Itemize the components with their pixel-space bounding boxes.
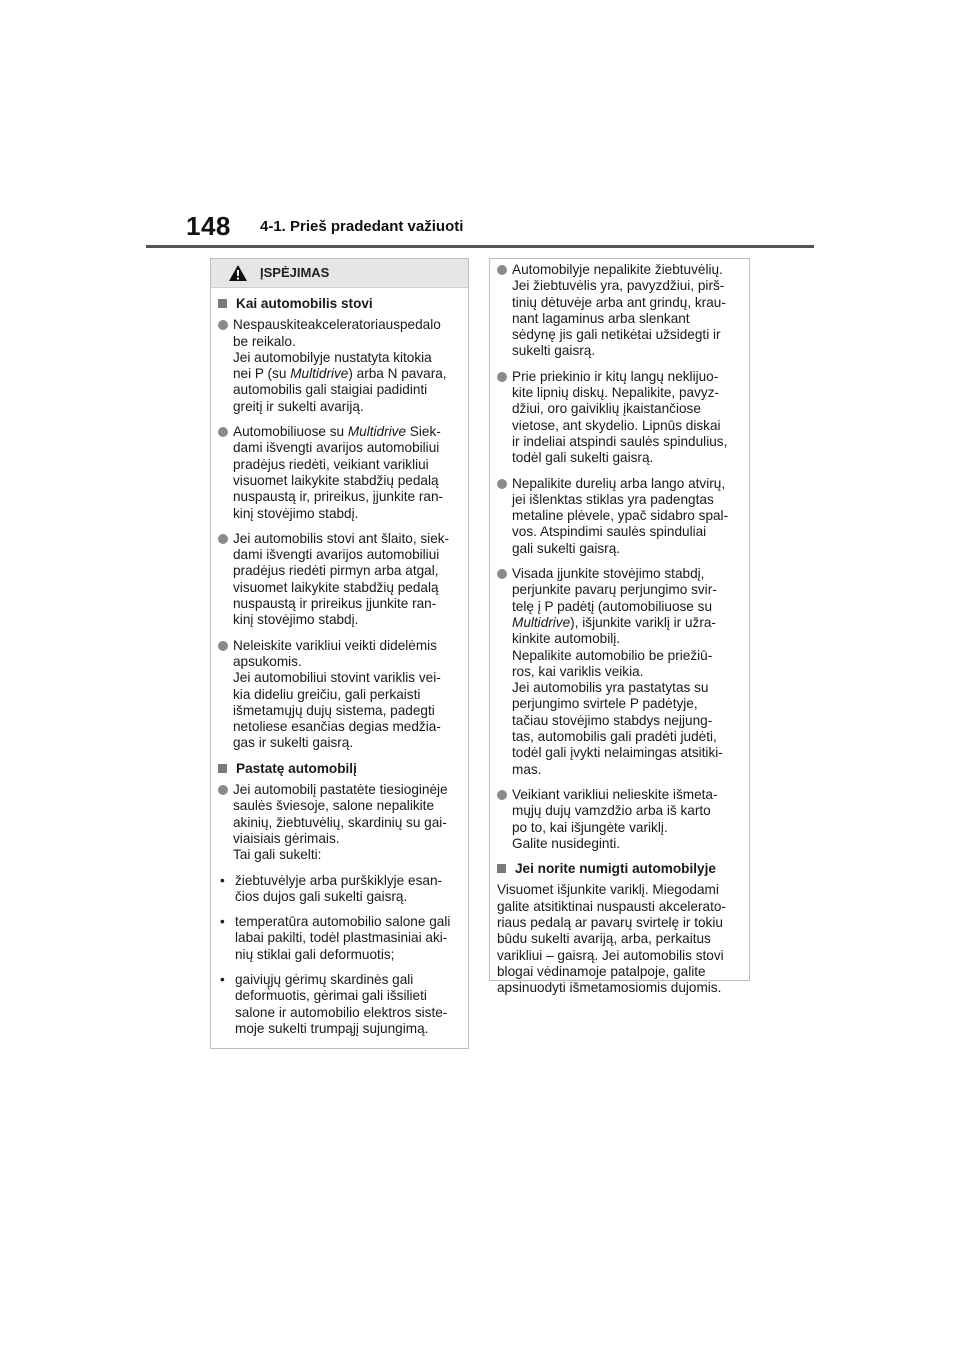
heading-parked [218, 296, 459, 312]
text-line: tinių dėtuvėje arba ant grindų, krau- [512, 294, 726, 310]
text-line: be reikalo. [233, 333, 296, 349]
text-line: Nepalikite automobilio be priežiū- [512, 647, 713, 663]
text-line: Prie priekinio ir kitų langų neklijuo- [512, 368, 719, 384]
text-line: jei išlenktas stiklas yra padengtas [512, 491, 714, 507]
text-line: netoliese esančias degias medžia- [233, 719, 441, 735]
round-bullet-icon [218, 534, 228, 544]
text-line: vos. Atspindimi saulės spinduliai [512, 524, 707, 540]
text-line: saulės šviesoje, salone nepalikite [233, 798, 435, 814]
text-line: visuomet laikykite stabdžių pedalą [233, 472, 439, 488]
section-title: 4-1. Prieš pradedant važiuoti [260, 218, 464, 235]
text-line: kinkite automobilį. [512, 631, 621, 647]
text-line: visuomet laikykite stabdžių pedalą [233, 579, 439, 595]
text-line: mas. [512, 761, 542, 777]
warning-body-left [211, 288, 468, 1054]
text-line: perjunkite pavarų perjungimo svir- [512, 582, 717, 598]
text-line: labai pakilti, todėl plastmasiniai aki- [235, 930, 448, 946]
round-bullet-icon [218, 785, 228, 795]
text-line: apsukomis. [233, 653, 302, 669]
text-line: mųjų dujų vamzdžio arba iš karto [512, 803, 711, 819]
bullet-glyph: • [220, 971, 225, 987]
text-line: todėl gali sukelti gaisrą. [512, 450, 654, 466]
list-item [497, 262, 740, 360]
text-line: dami išvengti avarijos automobiliui [233, 547, 440, 563]
text-line: blogai vėdinamoje patalpoje, galite [497, 963, 706, 979]
list-item [497, 566, 740, 778]
text-line: tačiau stovėjimo stabdys neįjung- [512, 712, 713, 728]
bullet-glyph: • [220, 914, 225, 930]
text-line: Visuomet išjunkite variklį. Miegodami [497, 882, 719, 898]
sub-list-item [218, 873, 459, 906]
text-line: kite lipnių diskų. Nepalikite, pavyz- [512, 385, 720, 401]
round-bullet-icon [497, 569, 507, 579]
text-line: sėdynę jis gali netikėtai užsidegti ir [512, 327, 721, 343]
text-line: Multidrive), išjunkite variklį ir užra- [512, 614, 716, 630]
text-line: todėl gali įvykti nelaimingas atsitiki- [512, 745, 723, 761]
text-line: perjungimo svirtele P padėtyje, [512, 696, 698, 712]
list-item [497, 476, 740, 557]
list-item [497, 787, 740, 852]
list-item [218, 424, 459, 522]
text-line: ir indeliai atspindi saulės spindulius, [512, 433, 728, 449]
round-bullet-icon [497, 372, 507, 382]
text-line: žiebtuvėlyje arba purškiklyje esan- [235, 872, 443, 888]
text-line: sukelti gaisrą. [512, 343, 596, 359]
warning-header [211, 259, 468, 288]
text-line: viaisiais gėrimais. [233, 830, 340, 846]
text-line: telę į P padėtį (automobiliuose su [512, 598, 713, 614]
text-line: gas ir sukelti gaisrą. [233, 735, 354, 751]
heading-text: Jei norite numigti automobilyje [515, 861, 716, 877]
round-bullet-icon [218, 641, 228, 651]
text-line: išmetamųjų dujų sistema, padegti [233, 702, 435, 718]
list-item [497, 369, 740, 467]
text-line: gaivių̨jų gėrimų skardinės gali [235, 971, 414, 987]
text-line: Jei automobilyje nustatyta kitokia [233, 349, 432, 365]
list-item [218, 782, 459, 863]
text-line: temperatūra automobilio salone gali [235, 914, 451, 930]
round-bullet-icon [497, 265, 507, 275]
warning-title: ĮSPĖJIMAS [260, 264, 330, 280]
text-line: tas, automobilis gali pradėti judėti, [512, 729, 717, 745]
list-item [218, 531, 459, 629]
text-line: akinių, žiebtuvėlių, skardinių su gai- [233, 814, 447, 830]
square-bullet-icon [218, 764, 227, 773]
text-line: Automobiliuose su Multidrive Siek- [233, 424, 441, 440]
paragraph [497, 882, 740, 996]
text-line: galite atsitiktinai nuspausti akcelerato- [497, 898, 726, 914]
text-line: salone ir automobilio elektros siste- [235, 1004, 448, 1020]
text-line: Tai gali sukelti: [233, 847, 322, 863]
warning-box-right [489, 258, 750, 996]
text-line: greitį ir sukelti avariją. [233, 398, 364, 414]
text-line: Jei žiebtuvėlis yra, pavyzdžiui, pirš- [512, 278, 725, 294]
text-line: Veikiant varikliui nelieskite išmeta- [512, 786, 718, 802]
list-item [218, 638, 459, 752]
text-line: Jei automobilis yra pastatytas su [512, 680, 709, 696]
text-line: varikliui – gaisrą. Jei automobilis stovi [497, 947, 724, 963]
heading-nap-in-car [497, 861, 740, 877]
round-bullet-icon [218, 320, 228, 330]
square-bullet-icon [497, 864, 506, 873]
round-bullet-icon [497, 479, 507, 489]
round-bullet-icon [218, 427, 228, 437]
text-line: gali sukelti gaisrą. [512, 540, 621, 556]
square-bullet-icon [218, 299, 227, 308]
bullet-glyph: • [220, 872, 225, 888]
text-line: apsinuodyti išmetamosiomis dujomis. [497, 980, 722, 996]
text-line: nant lagaminus arba slenkant [512, 310, 690, 326]
text-line: nuspaustą ir, prireikus, įjunkite ran- [233, 489, 444, 505]
sub-list-item [218, 972, 459, 1037]
warning-triangle-icon [228, 264, 248, 282]
heading-text: Kai automobilis stovi [236, 296, 373, 311]
text-line: Jei automobilį pastatėte tiesioginėje [233, 782, 448, 798]
text-line: moje sukelti trumpąjį sujungimą. [235, 1020, 429, 1036]
text-line: kinį stovėjimo stabdį. [233, 612, 359, 628]
text-line: metaline plėvele, ypač sidabro spal- [512, 508, 729, 524]
text-line: Neleiskite varikliui veikti didelėmis [233, 637, 437, 653]
round-bullet-icon [497, 790, 507, 800]
text-line: čios dujos gali sukelti gaisrą. [235, 888, 408, 904]
list-item [218, 317, 459, 415]
text-line: deformuotis, gėrimai gali išsilieti [235, 988, 427, 1004]
text-line: Jei automobiliui stovint variklis vei- [233, 670, 441, 686]
text-line: Jei automobilis stovi ant šlaito, siek- [233, 530, 450, 546]
text-line: vietose, ant skydelio. Lipnūs diskai [512, 417, 721, 433]
warning-box-left [210, 258, 469, 1049]
warning-body-right [490, 259, 749, 1004]
text-line: riaus pedalą ar pavarų svirtelę ir tokiu [497, 914, 723, 930]
heading-after-parking [218, 761, 459, 777]
heading-text: Pastatę automobilį [236, 760, 357, 776]
header-rule [146, 245, 814, 248]
text-line: Nespauskiteakceleratoriauspedalo [233, 317, 441, 333]
text-line: po to, kai išjungėte variklį. [512, 819, 668, 835]
text-line: kinį stovėjimo stabdį. [233, 505, 359, 521]
text-line: pradėjus riedėti pirmyn arba atgal, [233, 563, 439, 579]
text-line: džiui, oro gaiviklių įkaistančiose [512, 401, 701, 417]
text-line: ros, kai variklis veikia. [512, 663, 644, 679]
text-line: būdu sukelti avariją, arba, perkaitus [497, 931, 711, 947]
text-line: Galite nusideginti. [512, 835, 621, 851]
text-line: Nepalikite durelių arba lango atvirų, [512, 475, 726, 491]
text-line: dami išvengti avarijos automobiliui [233, 440, 440, 456]
text-line: Visada įjunkite stovėjimo stabdį, [512, 566, 705, 582]
text-line: nei P (su Multidrive) arba N pavara, [233, 366, 447, 382]
text-line: nių stiklai gali deformuotis; [235, 946, 395, 962]
text-line: Automobilyje nepalikite žiebtuvėlių. [512, 262, 723, 277]
text-line: pradėjus riedėti, veikiant varikliui [233, 456, 429, 472]
page-number: 148 [186, 211, 231, 241]
sub-list-item [218, 914, 459, 963]
text-line: kia dideliu greičiu, gali perkaisti [233, 686, 421, 702]
text-line: automobilis gali staigiai padidinti [233, 382, 428, 398]
text-line: nuspaustą ir prireikus įjunkite ran- [233, 596, 437, 612]
